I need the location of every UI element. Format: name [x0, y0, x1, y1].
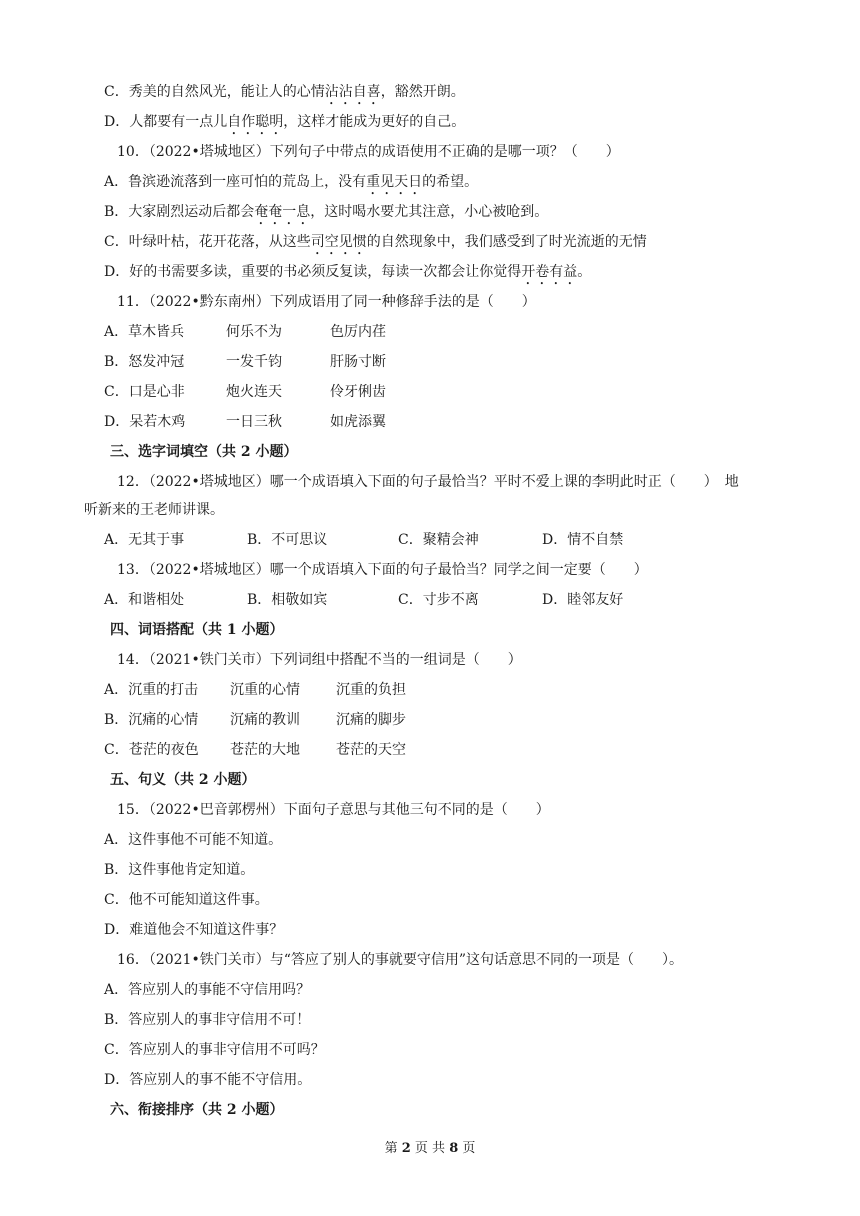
- question-12-continued: 听新来的王老师讲课。: [84, 502, 224, 518]
- option-c-prev: C．秀美的自然风光，能让人的心情沾沾自喜，豁然开朗。: [104, 84, 465, 100]
- q10-option-b: B．大家剧烈运动后都会奄奄一息，这时喝水要尤其注意，小心被呛到。: [104, 204, 549, 220]
- q15-option-d: D．难道他会不知道这件事？: [104, 922, 284, 938]
- question-11: 11．（2022•黔东南州）下列成语用了同一种修辞手法的是（ ）: [117, 294, 536, 310]
- question-14: 14．（2021•铁门关市）下列词组中搭配不当的一组词是（ ）: [117, 652, 522, 668]
- q16-option-c: C．答应别人的事非守信用不可吗？: [104, 1042, 325, 1058]
- question-12: 12．（2022•塔城地区）哪一个成语填入下面的句子最恰当？平时不爱上课的李明此时正（ ） 地: [117, 474, 739, 490]
- q10-option-d: D．好的书需要多读，重要的书必须反复读，每读一次都会让你觉得开卷有益。: [104, 264, 592, 280]
- question-16: 16．（2021•铁门关市）与“答应了别人的事就要守信用”这句话意思不同的一项是（ ）。: [117, 952, 684, 968]
- q10-option-a: A．鲁滨逊流落到一座可怕的荒岛上，没有重见天日的希望。: [104, 174, 479, 190]
- question-15: 15．（2022•巴音郭楞州）下面句子意思与其他三句不同的是（ ）: [117, 802, 550, 818]
- question-13: 13．（2022•塔城地区）哪一个成语填入下面的句子最恰当？同学之间一定要（ ）: [117, 562, 648, 578]
- section-3-heading: 三、选字词填空（共 2 小题）: [110, 444, 298, 460]
- document-page: C．秀美的自然风光，能让人的心情沾沾自喜，豁然开朗。 D．人都要有一点儿自作聪明，这样才能成为更好的自己。 10．（2022•塔城地区）下列句子中带点的成语使用不正确的是哪一项？（ ） A．鲁滨逊流落到一座可怕的荒岛上，没有重见天日的希望。 B．大家剧烈运动后都会奄奄一息，这时喝水要尤其注意，小心被呛到。 C．叶绿叶枯，花开花落，从这些司空见惯的自然现象中，我们感受到了时光流逝的无情 D．好的书需要多读，重要的书必须反复读，每读一次都会让你觉得开卷有益。 11．（2022•黔东南州）下列成语用了同一种修辞手法的是（ ） A．草木皆兵 何乐不为 色厉内荏 B．怒发冲冠 一发千钧 肝肠寸断 C．口是心非 炮火连天 伶牙俐齿 D．呆若木鸡 一日三秋 如虎添翼 三、选字词填空（共 2 小题） 12．（2022•塔城地区）哪一个成语填入下面的句子最恰当？平时不爱上课的李明此时正（ ） 地 听新来的王老师讲课。 A．无其于事 B．不可思议 C．聚精会神 D．情不自禁 13．（2022•塔城地区）哪一个成语填入下面的句子最恰当？同学之间一定要（ ） A．和谐相处 B．相敬如宾 C．寸步不离 D．睦邻友好 四、词语搭配（共 1 小题） 14．（2021•铁门关市）下列词组中搭配不当的一组词是（ ） A．沉重的打击 沉重的心情 沉重的负担 B．沉痛的心情 沉痛的教训 沉痛的脚步 C．苍茫的夜色 苍茫的大地 苍茫的天空 五、句义（共 2 小题） 15．（2022•巴音郭楞州）下面句子意思与其他三句不同的是（ ） A．这件事他不可能不知道。 B．这件事他肯定知道。 C．他不可能知道这件事。 D．难道他会不知道这件事？ 16．（2021•铁门关市）与“答应了别人的事就要守信用”这句话意思不同的一项是（ ）。 A．答应别人的事能不守信用吗？ B．答应别人的事非守信用不可！ C．答应别人的事非守信用不可吗？ D．答应别人的事不能不守信用。 六、衔接排序（共 2 小题） 第 2 页 共 8 页: [0, 0, 860, 1216]
- section-4-heading: 四、词语搭配（共 1 小题）: [110, 622, 284, 638]
- section-6-heading: 六、衔接排序（共 2 小题）: [110, 1102, 284, 1118]
- section-5-heading: 五、句义（共 2 小题）: [110, 772, 256, 788]
- q16-option-d: D．答应别人的事不能不守信用。: [104, 1072, 312, 1088]
- q16-option-b: B．答应别人的事非守信用不可！: [104, 1012, 311, 1028]
- page-footer: 第 2 页 共 8 页: [384, 1141, 476, 1156]
- q15-option-c: C．他不可能知道这件事。: [104, 892, 269, 908]
- q15-option-b: B．这件事他肯定知道。: [104, 862, 255, 878]
- question-10: 10．（2022•塔城地区）下列句子中带点的成语使用不正确的是哪一项？（ ）: [117, 144, 620, 160]
- q10-option-c: C．叶绿叶枯，花开花落，从这些司空见惯的自然现象中，我们感受到了时光流逝的无情: [104, 234, 647, 250]
- option-d-prev: D．人都要有一点儿自作聪明，这样才能成为更好的自己。: [104, 114, 466, 130]
- q15-option-a: A．这件事他不可能不知道。: [104, 832, 283, 848]
- q16-option-a: A．答应别人的事能不守信用吗？: [104, 982, 311, 998]
